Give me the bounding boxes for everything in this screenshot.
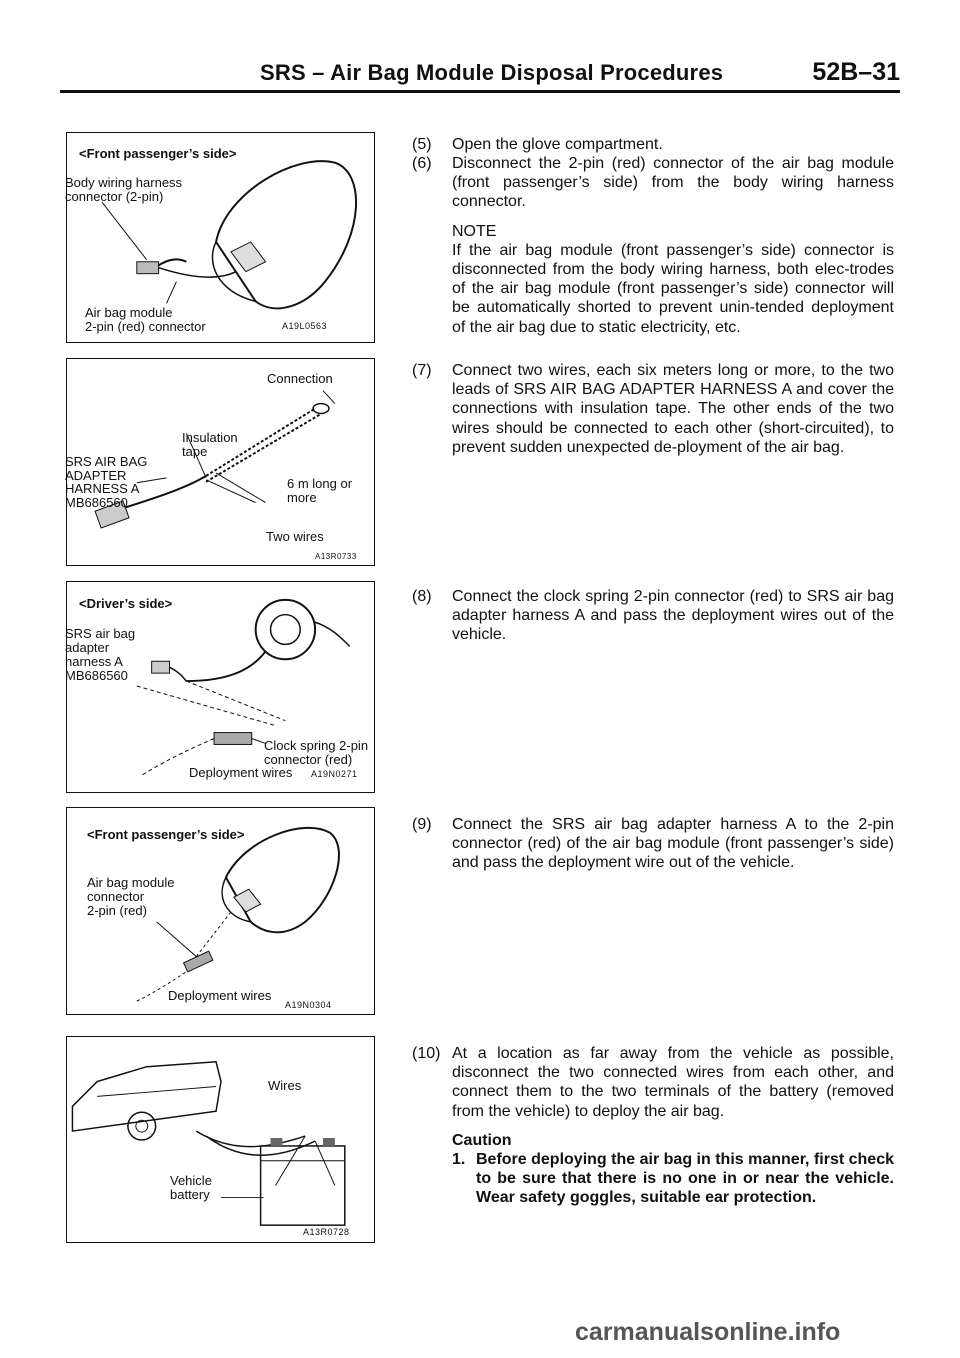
- step-number: (6): [412, 155, 432, 172]
- label-tape: tape: [182, 444, 208, 459]
- step-number: (8): [412, 588, 432, 605]
- caution-label: Caution: [452, 1131, 512, 1149]
- figure-title: <Driver’s side>: [79, 596, 173, 611]
- label-adapter-1: SRS AIR BAG: [65, 454, 148, 469]
- step-10: [412, 1044, 894, 1208]
- note-label: NOTE: [452, 222, 497, 240]
- label-connection: Connection: [267, 371, 333, 386]
- step-text: Connect two wires, each six meters long or more, to the two leads of SRS AIR BAG ADAPTER HARNESS A and cover the connections with insulation tape. The other ends of the two wires should be connected to each other (short-circuited), to prevent sudden unexpected de-ployment of the air bag.: [452, 362, 894, 456]
- label-adapter-4: MB686560: [65, 668, 128, 683]
- label-two-wires: Two wires: [266, 529, 324, 544]
- label-length-2: more: [287, 490, 317, 505]
- label-airbag-module: Air bag module: [85, 305, 173, 320]
- label-adapter-2: adapter: [65, 640, 110, 655]
- label-length-1: 6 m long or: [287, 476, 353, 491]
- label-body-wiring: Body wiring harness: [65, 175, 183, 190]
- figure-code: A19N0304: [285, 1000, 332, 1010]
- label-adapter-1: SRS air bag: [65, 626, 136, 641]
- label-airbag-module: Air bag module: [87, 875, 175, 890]
- figure-driver-side: [66, 581, 375, 793]
- step-text: Connect the clock spring 2-pin connector (red) to SRS air bag adapter harness A and pass the deployment wires out of the vehicle.: [452, 588, 894, 644]
- caution-text: Before deploying the air bag in this manner, first check to be sure that there is no one in or near the vehicle. Wear safety goggles, suitable ear protection.: [476, 1151, 894, 1207]
- page-header: [60, 58, 900, 94]
- step-number: (9): [412, 816, 432, 833]
- figure-title: <Front passenger’s side>: [79, 146, 237, 161]
- caution-number: 1.: [452, 1151, 466, 1169]
- figure-code: A19L0563: [282, 321, 328, 331]
- label-adapter-3: harness A: [65, 654, 123, 669]
- step-number: (10): [412, 1045, 441, 1062]
- note-text: If the air bag module (front passenger’s side) connector is disconnected from the body wiring harness, both elec-trodes of the air bag module (front passenger’s side) connector will be automatically shorted to prevent unin-tended deployment of the air bag due to static electricity, etc.: [452, 241, 894, 336]
- car-battery-illustration: [67, 1037, 374, 1242]
- label-adapter-3: HARNESS A: [65, 481, 140, 496]
- step-text: Connect the SRS air bag adapter harness A to the 2-pin connector (red) of the air bag module (front passenger’s side) and pass the deployment wire out of the vehicle.: [452, 816, 894, 872]
- figure-code: A13R0728: [303, 1227, 350, 1237]
- figure-code: A19N0271: [311, 769, 358, 779]
- step-8: [412, 587, 894, 655]
- header-rule: [60, 90, 900, 93]
- label-insulation: Insulation: [182, 430, 238, 445]
- figure-code: A13R0733: [315, 552, 357, 561]
- step-text: At a location as far away from the vehicle as possible, disconnect the two connected wires from each other, and connect them to the two terminals of the battery (removed from the vehicle) to deploy the air bag.: [452, 1045, 894, 1120]
- label-clock-spring: Clock spring 2-pin: [264, 738, 369, 753]
- label-connector-2pin: connector (2-pin): [65, 189, 164, 204]
- label-adapter-2: ADAPTER: [65, 468, 127, 483]
- label-red-connector: 2-pin (red) connector: [85, 319, 206, 334]
- label-vehicle: Vehicle: [170, 1173, 212, 1188]
- step-number: (5): [412, 136, 432, 153]
- step-6: [412, 154, 894, 347]
- figure-passenger-module-connector: [66, 807, 375, 1015]
- figure-adapter-harness: [66, 358, 375, 566]
- step-9: [412, 815, 894, 883]
- page-number: 52B–31: [812, 58, 900, 86]
- label-deployment-wires: Deployment wires: [189, 765, 293, 780]
- step-text: Open the glove compartment.: [452, 136, 663, 153]
- figure-passenger-connector: [66, 132, 375, 343]
- figure-battery: [66, 1036, 375, 1243]
- label-2pin-red: 2-pin (red): [87, 903, 147, 918]
- step-text: Disconnect the 2-pin (red) connector of the air bag module (front passenger’s side) from the body wiring harness connector.: [452, 155, 894, 211]
- label-connector: connector: [87, 889, 145, 904]
- page-title: SRS – Air Bag Module Disposal Procedures: [260, 60, 724, 85]
- label-connector-red: connector (red): [264, 752, 353, 767]
- figure-title: <Front passenger’s side>: [87, 827, 245, 842]
- watermark: carmanualsonline.info: [575, 1318, 841, 1346]
- label-deployment-wires: Deployment wires: [168, 988, 272, 1003]
- step-7: [412, 361, 894, 467]
- label-adapter-4: MB686560: [65, 495, 128, 510]
- label-wires: Wires: [268, 1078, 302, 1093]
- step-number: (7): [412, 362, 432, 379]
- label-battery: battery: [170, 1187, 210, 1202]
- caution-item: [452, 1150, 894, 1208]
